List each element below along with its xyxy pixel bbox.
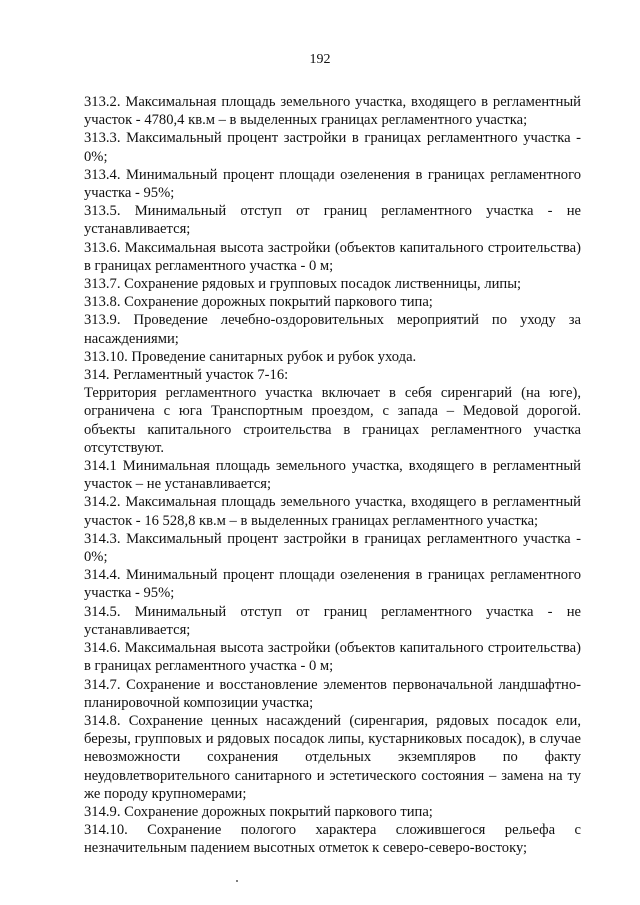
paragraph-313-6: 313.6. Максимальная высота застройки (объектов капитального строительства) в границах регламентного участка - 0 м; bbox=[84, 239, 581, 274]
paragraph-314-10: 314.10. Сохранение пологого характера сложившегося рельефа с незначительным падением высотных отметок к северо-северо-востоку; bbox=[84, 822, 581, 857]
paragraph-314-1: 314.1 Минимальная площадь земельного участка, входящего в регламентный участок – не устанавливается; bbox=[84, 458, 581, 493]
paragraph-313-7: 313.7. Сохранение рядовых и групповых посадок лиственницы, липы; bbox=[84, 276, 522, 293]
paragraph-313-9: 313.9. Проведение лечебно-оздоровительных мероприятий по уходу за насаждениями; bbox=[84, 312, 581, 347]
document-body bbox=[84, 93, 581, 858]
paragraph-313-10: 313.10. Проведение санитарных рубок и рубок ухода. bbox=[84, 348, 417, 365]
paragraph-313-4: 313.4. Минимальный процент площади озеленения в границах регламентного участка - 95%; bbox=[84, 166, 581, 202]
paragraph-313-2: 313.2. Максимальная площадь земельного участка, входящего в регламентный участок - 4780,4 кв.м – в выделенных границах регламентного участка; bbox=[84, 94, 581, 129]
paragraph-313-3: 313.3. Максимальный процент застройки в границах регламентного участка - 0%; bbox=[84, 130, 581, 165]
paragraph-313-8: 313.8. Сохранение дорожных покрытий паркового типа; bbox=[84, 294, 433, 311]
paragraph-314-3: 314.3. Максимальный процент застройки в границах регламентного участка - 0%; bbox=[84, 530, 581, 566]
paragraph-314-6: 314.6. Максимальная высота застройки (объектов капитального строительства) в границах регламентного участка - 0 м; bbox=[84, 640, 581, 675]
paragraph-314-intro: Территория регламентного участка включает в себя сиренгарий (на юге), ограничена с юга Транспортным проездом, с запада – Медовой дорогой. объекты капитального строительства в границах регламентного участка отсутствуют. bbox=[84, 385, 581, 456]
paragraph-314-5: 314.5. Минимальный отступ от границ регламентного участка - не устанавливается; bbox=[84, 603, 581, 638]
paragraph-314-2: 314.2. Максимальная площадь земельного участка, входящего в регламентный участок - 16 528,8 кв.м – в выделенных границах регламентного участка; bbox=[84, 494, 581, 529]
section-heading-314: 314. Регламентный участок 7-16: bbox=[84, 367, 289, 384]
paragraph-313-5: 313.5. Минимальный отступ от границ регламентного участка - не устанавливается; bbox=[84, 203, 581, 238]
paragraph-314-7: 314.7. Сохранение и восстановление элементов первоначальной ландшафтно-планировочной композиции участка; bbox=[84, 676, 581, 711]
paragraph-314-8: 314.8. Сохранение ценных насаждений (сиренгария, рядовых посадок ели, березы, групповых и рядовых посадок липы, кустарниковых посадок), в случае невозможности сохранения отдельных экземпляров по факту неудовлетворительного санитарного и эстетического состояния – замена на ту же породу крупномерами; bbox=[84, 712, 581, 802]
scan-dot bbox=[236, 880, 238, 882]
paragraph-314-9: 314.9. Сохранение дорожных покрытий паркового типа; bbox=[84, 803, 433, 820]
paragraph-314-4: 314.4. Минимальный процент площади озеленения в границах регламентного участка - 95%; bbox=[84, 567, 581, 602]
page-number: 192 bbox=[309, 52, 331, 67]
